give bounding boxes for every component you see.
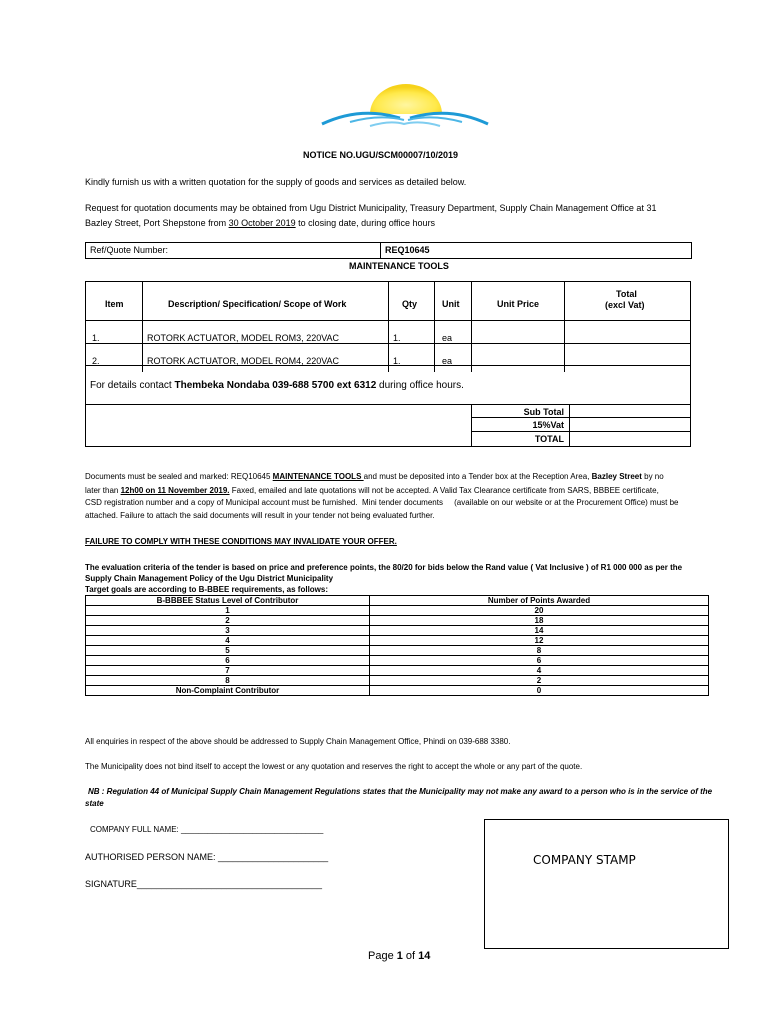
points-value: 4: [370, 666, 709, 676]
points-row: [86, 636, 709, 646]
cond-l1-subject: MAINTENANCE TOOLS: [272, 472, 364, 481]
page-current: 1: [396, 950, 403, 962]
points-level: 5: [86, 646, 370, 656]
page-pre: Page: [368, 950, 397, 962]
row-2-item: 2.: [92, 356, 100, 366]
intro-line-2b-pre: Bazley Street, Port Shepstone from: [85, 218, 229, 228]
points-row: [86, 606, 709, 616]
points-col-points: Number of Points Awarded: [370, 596, 709, 606]
points-row: [86, 686, 709, 696]
points-row: [86, 646, 709, 656]
row-1-item: 1.: [92, 333, 100, 343]
vat-label: 15%Vat: [532, 420, 564, 430]
company-stamp-box: [484, 819, 729, 949]
points-value: 12: [370, 636, 709, 646]
page-mid: of: [402, 950, 419, 962]
evaluation-line-3: Target goals are according to B-BBEE requirements, as follows:: [85, 585, 329, 594]
points-level: 6: [86, 656, 370, 666]
signature-field[interactable]: SIGNATURE_____________________________________: [85, 879, 323, 889]
conditions-line-1: [85, 471, 664, 482]
intro-line-1: Kindly furnish us with a written quotation for the supply of goods and services as detailed below.: [85, 177, 467, 187]
notice-title: NOTICE NO.UGU/SCM00007/10/2019: [303, 150, 459, 160]
row-2-qty: 1.: [393, 356, 401, 366]
points-level: 4: [86, 636, 370, 646]
conditions-line-2: [85, 485, 659, 496]
points-row: [86, 616, 709, 626]
header-total-excl: (excl Vat): [605, 300, 645, 310]
points-table: [85, 595, 709, 696]
conditions-line-3: CSD registration number and a copy of Municipal account must be furnished. Mini tender documents (available on our website or at the Procurement Office) must be: [85, 498, 679, 507]
header-qty: Qty: [402, 299, 418, 309]
points-level: 1: [86, 606, 370, 616]
points-level: 2: [86, 616, 370, 626]
contact-line: [90, 380, 464, 392]
points-value: 20: [370, 606, 709, 616]
header-unit-price: Unit Price: [497, 299, 540, 309]
failure-warning: FAILURE TO COMPLY WITH THESE CONDITIONS MAY INVALIDATE YOUR OFFER.: [85, 537, 397, 546]
cond-l1-pre: Documents must be sealed and marked: REQ10645: [85, 472, 273, 481]
row-1-description: ROTORK ACTUATOR, MODEL ROM3, 220VAC: [147, 333, 340, 343]
cond-l2-pre: later than: [85, 486, 121, 495]
points-value: 18: [370, 616, 709, 626]
quote-table: [85, 281, 691, 447]
sun-over-water-icon: [320, 78, 490, 130]
conditions-line-4: attached. Failure to attach the said documents will result in your tender not being evaluated further.: [85, 511, 435, 520]
page-number: [368, 949, 430, 963]
cond-l1-post: by no: [641, 472, 664, 481]
row-1-qty: 1.: [393, 333, 401, 343]
points-row: [86, 676, 709, 686]
points-row: [86, 656, 709, 666]
intro-line-2a: Request for quotation documents may be obtained from Ugu District Municipality, Treasury Department, Supply Chain Management Office at 31: [85, 203, 657, 213]
nb-note-line-2: state: [85, 799, 104, 808]
header-description: Description/ Specification/ Scope of Work: [168, 299, 347, 309]
contact-pre: For details contact: [90, 380, 175, 391]
points-row: [86, 626, 709, 636]
points-value: 0: [370, 686, 709, 696]
header-item: Item: [105, 299, 124, 309]
points-level: Non-Complaint Contributor: [86, 686, 370, 696]
header-unit: Unit: [442, 299, 460, 309]
points-level: 7: [86, 666, 370, 676]
points-level: 3: [86, 626, 370, 636]
points-header-row: [86, 596, 709, 606]
page-total: 14: [418, 950, 431, 962]
ref-label: Ref/Quote Number:: [90, 245, 169, 255]
evaluation-line-2: Supply Chain Management Policy of the Ugu District Municipality: [85, 574, 334, 583]
cond-l1-mid: and must be deposited into a Tender box at the Reception Area,: [363, 472, 592, 481]
points-level: 8: [86, 676, 370, 686]
intro-line-2b: [85, 217, 435, 229]
intro-line-2b-post: to closing date, during office hours: [295, 218, 436, 228]
cond-l1-street: Bazley Street: [591, 472, 642, 481]
cond-l2-post: Faxed, emailed and late quotations will not be accepted. A Valid Tax Clearance certificate from SARS, BBBEE certificate,: [229, 486, 659, 495]
header-total: Total: [616, 289, 637, 299]
quote-subject: MAINTENANCE TOOLS: [349, 261, 449, 271]
total-label: TOTAL: [534, 434, 564, 444]
company-stamp-label: COMPANY STAMP: [533, 853, 636, 867]
points-value: 14: [370, 626, 709, 636]
contact-post: during office hours.: [376, 380, 464, 391]
subtotal-label: Sub Total: [523, 407, 564, 417]
points-value: 6: [370, 656, 709, 666]
row-1-unit: ea: [442, 333, 453, 343]
points-value: 8: [370, 646, 709, 656]
points-value: 2: [370, 676, 709, 686]
intro-date: 30 October 2019: [228, 218, 296, 228]
ref-row: [85, 242, 692, 259]
row-2-description: ROTORK ACTUATOR, MODEL ROM4, 220VAC: [147, 356, 340, 366]
authorised-person-field[interactable]: AUTHORISED PERSON NAME: ______________________: [85, 852, 329, 862]
evaluation-line-1: The evaluation criteria of the tender is based on price and preference points, the 80/20 for bids below the Rand value ( Vat Inclusive ) of R1 000 000 as per the: [85, 563, 683, 572]
points-row: [86, 666, 709, 676]
contact-person: Thembeka Nondaba 039-688 5700 ext 6312: [174, 380, 377, 391]
cond-l2-deadline: 12h00 on 11 November 2019.: [120, 486, 230, 495]
points-col-level: B-BBBEE Status Level of Contributor: [86, 596, 370, 606]
enquiries-note: All enquiries in respect of the above should be addressed to Supply Chain Management Office, Phindi on 039-688 3380.: [85, 737, 511, 746]
row-2-unit: ea: [442, 356, 453, 366]
company-name-field[interactable]: COMPANY FULL NAME: ________________________________: [90, 825, 324, 834]
not-bind-note: The Municipality does not bind itself to accept the lowest or any quotation and reserves the right to accept the whole or any part of the quote.: [85, 762, 583, 771]
nb-note-line-1: NB : Regulation 44 of Municipal Supply Chain Management Regulations states that the Municipality may not make any award to a person who is in the service of the: [88, 787, 713, 796]
ref-value: REQ10645: [385, 245, 430, 255]
